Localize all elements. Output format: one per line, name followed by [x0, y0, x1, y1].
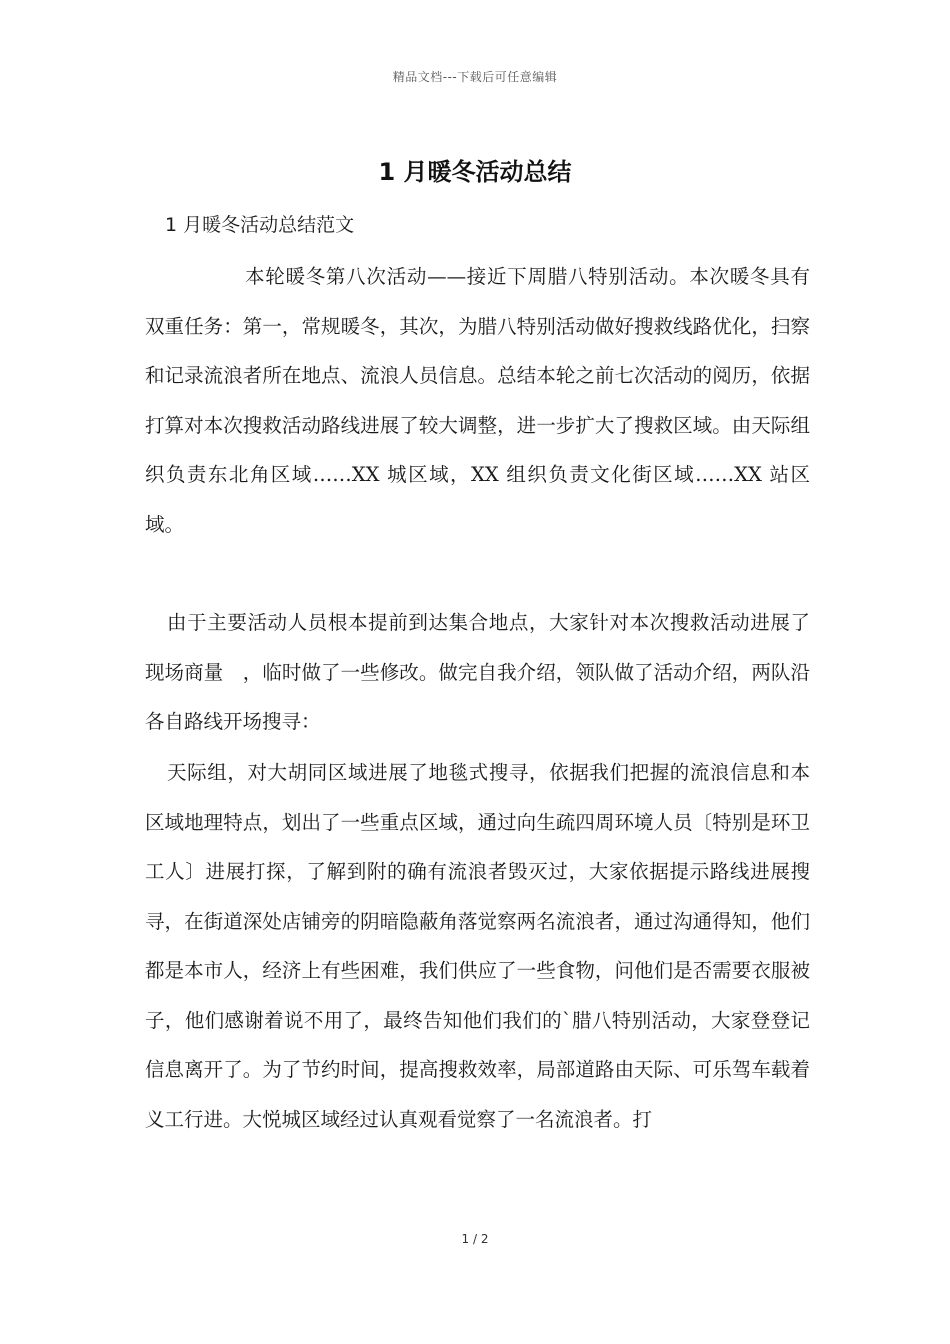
body-paragraph-3: 天际组，对大胡同区域进展了地毯式搜寻，依据我们把握的流浪信息和本区域地理特点，划出了一些重点区域，通过向生疏四周环境人员〔特别是环卫工人〕进展打探，了解到附的确有流浪者毁灭过，大家依据提示路线进展搜寻，在街道深处店铺旁的阴暗隐蔽角落觉察两名流浪者，通过沟通得知，他们都是本市人，经济上有些困难，我们供应了一些食物，问他们是否需要衣服被子，他们感谢着说不用了，最终告知他们我们的`腊八特别活动，大家登登记信息离开了。为了节约时间，提高搜救效率，局部道路由天际、可乐驾车载着义工行进。大悦城区域经过认真观看觉察了一名流浪者。打: [145, 761, 810, 1131]
header-note: 精品文档---下载后可任意编辑: [392, 70, 558, 84]
body-paragraph-1: 本轮暖冬第八次活动——接近下周腊八特别活动。本次暖冬具有双重任务：第一，常规暖冬，其次，为腊八特别活动做好搜救线路优化，扫察和记录流浪者所在地点、流浪人员信息。总结本轮之前七次活动的阅历，依据打算对本次搜救活动路线进展了较大调整，进一步扩大了搜救区域。由天际组织负责东北角区域……XX 城区域，XX 组织负责文化街区域……XX 站区域。: [145, 265, 810, 536]
body-paragraph-2: 由于主要活动人员根本提前到达集合地点，大家针对本次搜救活动进展了现场商量 ，临时做了一些修改。做完自我介绍，领队做了活动介绍，两队沿各自路线开场搜寻：: [145, 611, 810, 733]
document-subtitle: 1 月暖冬活动总结范文: [165, 214, 355, 236]
document-title: 1 月暖冬活动总结: [378, 158, 572, 186]
page-number: 1 / 2: [461, 1232, 489, 1246]
